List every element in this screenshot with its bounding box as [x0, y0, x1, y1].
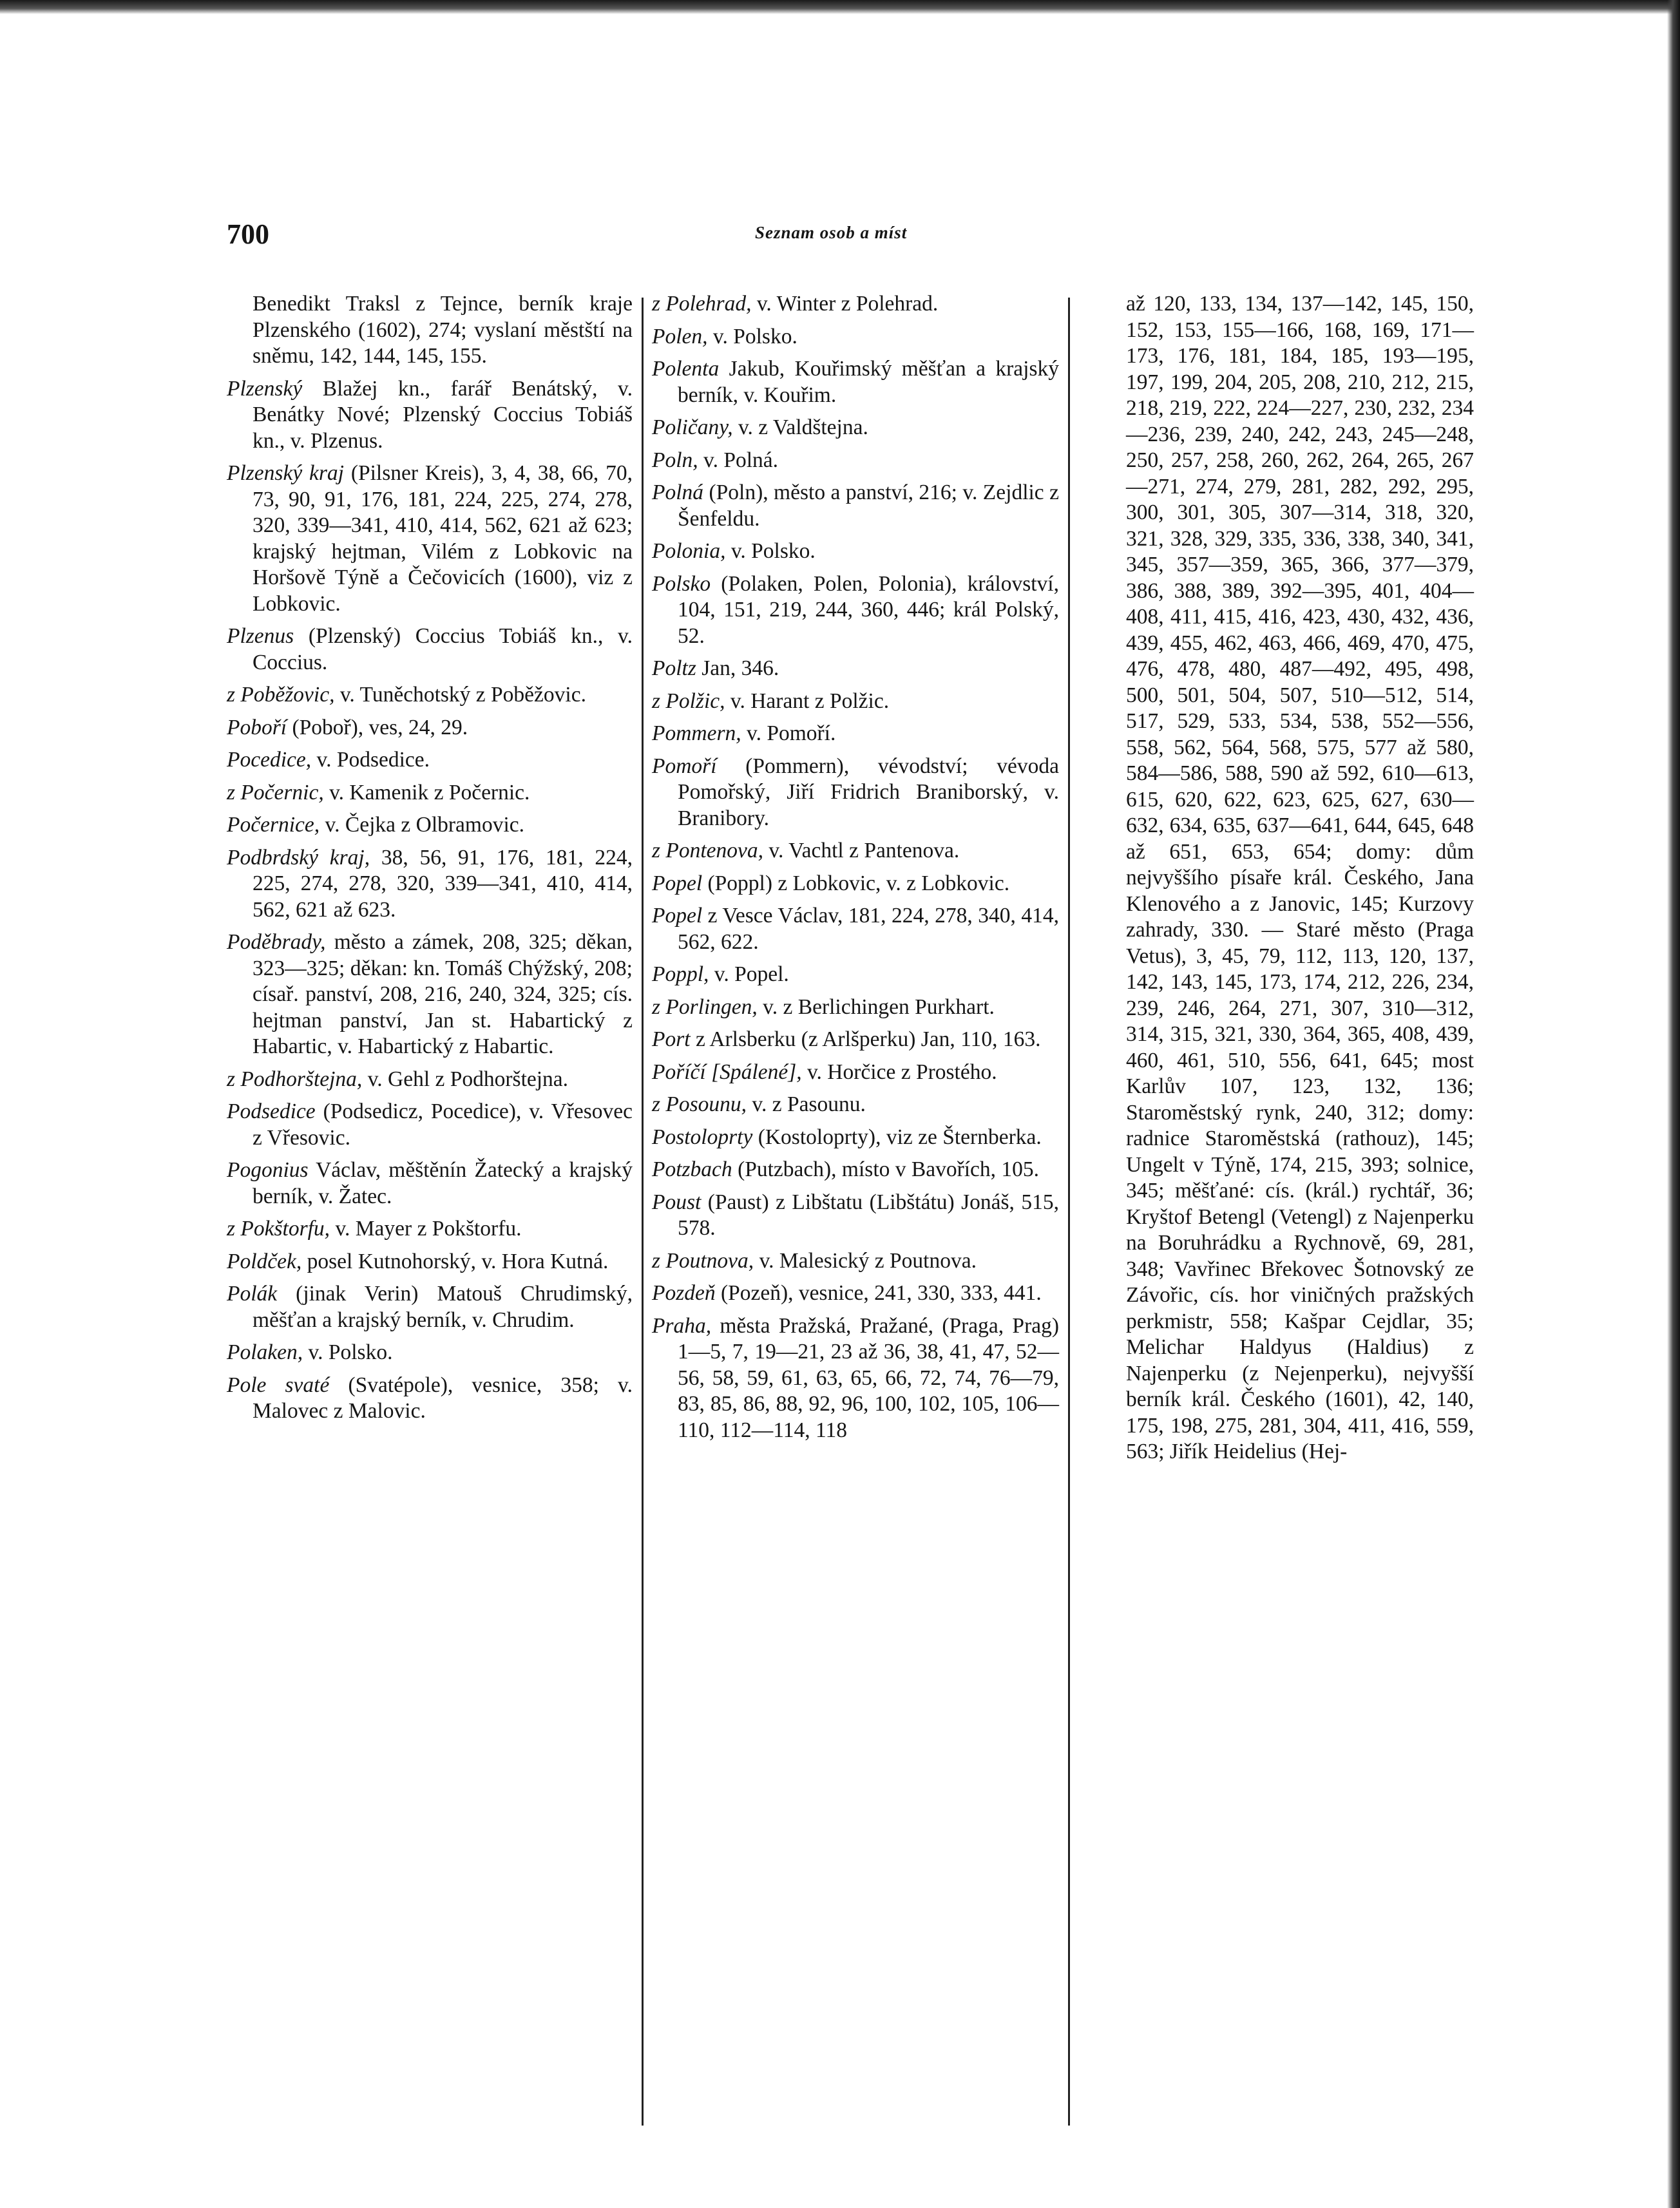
index-entry [227, 1067, 633, 1093]
index-entry [227, 291, 633, 370]
entry-text: v. Harant z Polžic. [725, 689, 890, 713]
index-entry [227, 682, 633, 709]
entry-text: v. z Berlichingen Purkhart. [757, 995, 995, 1019]
entry-headword: Pogonius [227, 1158, 309, 1182]
entry-text: Jakub, Kouřimský měšťan a krajský berník, v. Kouřim. [678, 357, 1059, 407]
entry-text: v. Polsko. [707, 324, 797, 348]
column-rule-right [1068, 298, 1070, 2126]
entry-text: v. Čejka z Olbramovic. [320, 813, 525, 837]
entry-text: v. Kamenik z Počernic. [323, 780, 530, 804]
entry-headword: Potzbach [652, 1157, 732, 1181]
entry-headword: Podsedice [227, 1099, 316, 1123]
entry-text: (Svatépole), vesnice, 358; v. Malovec z Malovic. [253, 1373, 633, 1423]
entry-headword: z Polžic, [652, 689, 725, 713]
page-header [0, 218, 1680, 256]
entry-headword: Plzenus [227, 624, 294, 648]
entry-headword: z Podhorštejna, [227, 1067, 363, 1091]
entry-headword: z Poutnova, [652, 1248, 754, 1273]
entry-text: posel Kutnohorský, v. Hora Kutná. [301, 1249, 609, 1273]
index-entry [652, 689, 1059, 715]
entry-headword: Poříčí [Spálené], [652, 1060, 802, 1084]
index-entry [652, 356, 1059, 408]
entry-text: v. Tuněchotský z Poběžovic. [334, 683, 586, 707]
index-entry [652, 962, 1059, 988]
index-entry [652, 448, 1059, 474]
index-entry [652, 838, 1059, 864]
entry-headword: z Poběžovic, [227, 683, 335, 707]
entry-text: v. Gehl z Podhorštejna. [362, 1067, 569, 1091]
entry-text: (Plzenský) Coccius Tobiáš kn., v. Coccius. [253, 624, 633, 674]
index-column-3 [1100, 291, 1474, 1472]
index-entry [227, 1216, 633, 1242]
index-entry [652, 415, 1059, 441]
entry-text: Václav, měštěnín Žatecký a krajský berník, v. Žatec. [253, 1158, 633, 1208]
entry-text: (Putzbach), místo v Bavořích, 105. [732, 1157, 1040, 1181]
index-entry [227, 1249, 633, 1275]
entry-headword: Pole svaté [227, 1373, 330, 1397]
index-entry [652, 995, 1059, 1021]
scan-top-edge [0, 0, 1680, 14]
entry-text: město a zámek, 208, 325; děkan, 323—325; děkan: kn. Tomáš Chýžský, 208; císař. panství, 208, 216, 240, 324, 325; cís. hejtman panství, Jan st. Habartický z Habartic, v. Habartický z Habartic. [253, 930, 633, 1058]
entry-text: v. Popel. [709, 962, 789, 986]
entry-headword: z Pontenova, [652, 839, 764, 862]
entry-headword: Podbrdský kraj, [227, 845, 370, 870]
index-entry [652, 538, 1059, 565]
entry-headword: Praha, [652, 1313, 712, 1338]
entry-headword: Pocedice, [227, 748, 312, 772]
entry-text: 38, 56, 91, 176, 181, 224, 225, 274, 278, 320, 339—341, 410, 414, 562, 621 až 623. [253, 845, 633, 922]
index-entry [652, 1092, 1059, 1118]
entry-text: (Podsedicz, Pocedice), v. Vřesovec z Vřesovic. [253, 1099, 633, 1150]
entry-headword: Pomoří [652, 754, 717, 778]
entry-text: v. Polná. [698, 448, 779, 472]
entry-headword: Pozdeň [652, 1281, 716, 1305]
entry-text: Jan, 346. [696, 656, 779, 680]
index-entry [652, 324, 1059, 350]
index-entry [652, 754, 1059, 832]
entry-headword: Popel [652, 904, 703, 928]
index-entry [1100, 291, 1474, 1465]
index-entry [227, 1340, 633, 1366]
entry-headword: Polen, [652, 324, 708, 348]
index-entry [652, 721, 1059, 747]
index-entry [227, 376, 633, 455]
scan-right-edge [1667, 0, 1680, 2208]
entry-text: (Paust) z Libštatu (Libštátu) Jonáš, 515, 578. [678, 1190, 1059, 1240]
index-entry [227, 1099, 633, 1151]
entry-headword: Polná [652, 481, 704, 504]
index-column-2 [652, 291, 1059, 1450]
entry-headword: Plzenský [227, 376, 303, 401]
entry-headword: Polák [227, 1282, 278, 1306]
index-entry [227, 715, 633, 741]
entry-text: v. Winter z Polehrad. [751, 292, 939, 316]
entry-headword: z Pokštorfu, [227, 1217, 330, 1241]
index-entry [652, 1060, 1059, 1086]
entry-headword: Poličany, [652, 415, 733, 439]
entry-text: v. Pomoří. [741, 721, 836, 745]
entry-headword: z Počernic, [227, 780, 324, 804]
index-entry [227, 1373, 633, 1425]
entry-text: (Poppl) z Lobkovic, v. z Lobkovic. [702, 871, 1010, 895]
page-number: 700 [227, 218, 269, 250]
entry-text: Benedikt Traksl z Tejnce, berník kraje Plzenského (1602), 274; vyslaní městští na sněmu, 142, 144, 145, 155. [253, 292, 633, 368]
entry-text: v. Malesický z Poutnova. [754, 1248, 977, 1273]
index-entry [227, 812, 633, 839]
index-entry [652, 480, 1059, 532]
entry-headword: Polaken, [227, 1340, 303, 1364]
entry-headword: Plzenský kraj [227, 461, 344, 485]
entry-text: v. Polsko. [725, 539, 816, 563]
entry-text: (Poboř), ves, 24, 29. [287, 715, 468, 739]
column-rule-left [642, 298, 644, 2126]
index-entry [652, 291, 1059, 318]
entry-headword: Polonia, [652, 539, 726, 563]
index-entry [227, 1281, 633, 1333]
index-column-1 [227, 291, 633, 1431]
entry-headword: Postoloprty [652, 1125, 753, 1149]
entry-text: až 120, 133, 134, 137—142, 145, 150, 152, 153, 155—166, 168, 169, 171—173, 176, 181, 184, 185, 193—195, 197, 199, 204, 205, 208, 210, 212, 215, 218, 219, 222, 224—227, 230, 232, 234—236, 239, 240, 242, 243, 245—248, 250, 257, 258, 260, 262, 264, 265, 267—271, 274, 279, 281, 282, 292, 295, 300, 301, 305, 307—314, 318, 320, 321, 328, 329, 335, 336, 338, 340, 341, 345, 357—359, 365, 366, 377—379, 386, 388, 389, 392—395, 401, 404—408, 411, 415, 416, 423, 430, 432, 436, 439, 455, 462, 463, 466, 469, 470, 475, 476, 478, 480, 487—492, 495, 498, 500, 501, 504, 507, 510—512, 514, 517, 529, 533, 534, 538, 552—556, 558, 562, 564, 568, 575, 577 až 580, 584—586, 588, 590 až 592, 610—613, 615, 620, 622, 623, 625, 627, 630—632, 634, 635, 637—641, 644, 645, 648 až 651, 653, 654; domy: dům nejvyššího písaře král. Českého, Jana Klenového a z Janovic, 145; Kurzovy zahrady, 330. — Staré město (Praga Vetus), 3, 45, 79, 112, 113, 120, 137, 142, 143, 145, 173, 174, 212, 226, 234, 239, 246, 264, 271, 307, 310—312, 314, 315, 321, 330, 364, 365, 408, 439, 460, 461, 510, 556, 641, 645; most Karlův 107, 123, 132, 136; Staroměstský rynk, 240, 312; domy: radnice Staroměstská (rathouz), 145; Ungelt v Týně, 174, 215, 393; solnice, 345; měšťané: cís. (král.) rychtář, 36; Kryštof Betengl (Vetengl) z Najenperku na Boruhrádku a Rychnově, 69, 281, 348; Vavřinec Břekovec Šotnovský ze Závořic, cís. hor viničných pražských perkmistr, 558; Kašpar Cejdlar, 35; Melichar Haldyus (Haldius) z Najenperku (z Nejenperku), nejvyšší berník král. Českého (1601), 42, 140, 175, 198, 275, 281, 304, 411, 416, 559, 563; Jiřík Heidelius (Hej- [1126, 292, 1474, 1463]
entry-headword: Poděbrady, [227, 930, 326, 954]
entry-headword: z Polehrad, [652, 292, 752, 316]
entry-headword: Poldček, [227, 1249, 302, 1273]
entry-text: z Arlsberku (z Arlšperku) Jan, 110, 163. [690, 1027, 1041, 1051]
entry-headword: Pommern, [652, 721, 741, 745]
entry-headword: Poltz [652, 656, 696, 680]
entry-headword: Polsko [652, 571, 711, 596]
entry-headword: Polenta [652, 357, 720, 381]
entry-text: z Vesce Václav, 181, 224, 278, 340, 414, 562, 622. [678, 904, 1059, 954]
entry-text: města Pražská, Pražané, (Praga, Prag) 1—5, 7, 19—21, 23 až 36, 38, 41, 47, 52—56, 58, 59, 61, 63, 65, 66, 72, 74, 76—79, 83, 85, 86, 88, 92, 96, 100, 102, 105, 106—110, 112—114, 118 [678, 1313, 1059, 1442]
index-entry [652, 571, 1059, 650]
index-entry [652, 1190, 1059, 1242]
entry-headword: Poppl, [652, 962, 709, 986]
entry-text: v. z Pasounu. [747, 1092, 866, 1116]
entry-text: v. Horčice z Prostého. [801, 1060, 997, 1084]
entry-text: v. Vachtl z Pantenova. [763, 839, 960, 862]
entry-text: v. z Valdštejna. [732, 415, 868, 439]
entry-text: (jinak Verin) Matouš Chrudimský, měšťan a krajský berník, v. Chrudim. [253, 1282, 633, 1332]
entry-headword: z Posounu, [652, 1092, 747, 1116]
index-entry [652, 1027, 1059, 1053]
running-title: Seznam osob a míst [755, 223, 908, 242]
index-entry [652, 1313, 1059, 1444]
entry-headword: Port [652, 1027, 691, 1051]
entry-text: Blažej kn., farář Benátský, v. Benátky Nové; Plzenský Coccius Tobiáš kn., v. Plzenus. [253, 376, 633, 453]
entry-text: v. Polsko. [303, 1340, 393, 1364]
index-entry [652, 1280, 1059, 1307]
entry-headword: z Porlingen, [652, 995, 758, 1019]
index-entry [652, 656, 1059, 682]
entry-headword: Pobоří [227, 715, 287, 739]
entry-text: v. Mayer z Pokštorfu. [330, 1217, 522, 1241]
entry-text: (Pommern), vévodství; vévoda Pomořský, Jiří Fridrich Braniborský, v. Branibory. [678, 754, 1059, 830]
entry-headword: Poust [652, 1190, 702, 1214]
index-entry [227, 845, 633, 924]
index-entry [652, 1125, 1059, 1151]
index-entry [652, 1157, 1059, 1183]
index-entry [652, 903, 1059, 955]
entry-headword: Poln, [652, 448, 698, 472]
index-entry [227, 461, 633, 617]
entry-text: (Kostoloprty), viz ze Šternberka. [752, 1125, 1042, 1149]
entry-text: v. Podsedice. [311, 748, 430, 772]
index-entry [227, 623, 633, 676]
index-entry [227, 929, 633, 1060]
entry-text: (Pozeň), vesnice, 241, 330, 333, 441. [715, 1281, 1042, 1305]
index-entry [227, 747, 633, 774]
index-entry [227, 780, 633, 806]
entry-text: (Poln), město a panství, 216; v. Zejdlic z Šenfeldu. [678, 481, 1059, 531]
index-entry [652, 1248, 1059, 1275]
index-entry [227, 1157, 633, 1210]
entry-text: (Polaken, Polen, Polonia), království, 104, 151, 219, 244, 360, 446; král Polský, 52. [678, 571, 1059, 648]
entry-text: (Pilsner Kreis), 3, 4, 38, 66, 70, 73, 90, 91, 176, 181, 224, 225, 274, 278, 320, 339—341, 410, 414, 562, 621 až 623; krajský hejtman, Vilém z Lobkovic na Horšově Týně a Čečovicích (1600), viz z Lobkovic. [253, 461, 633, 616]
entry-headword: Popel [652, 871, 703, 895]
entry-headword: Počernice, [227, 813, 320, 837]
index-entry [652, 871, 1059, 897]
